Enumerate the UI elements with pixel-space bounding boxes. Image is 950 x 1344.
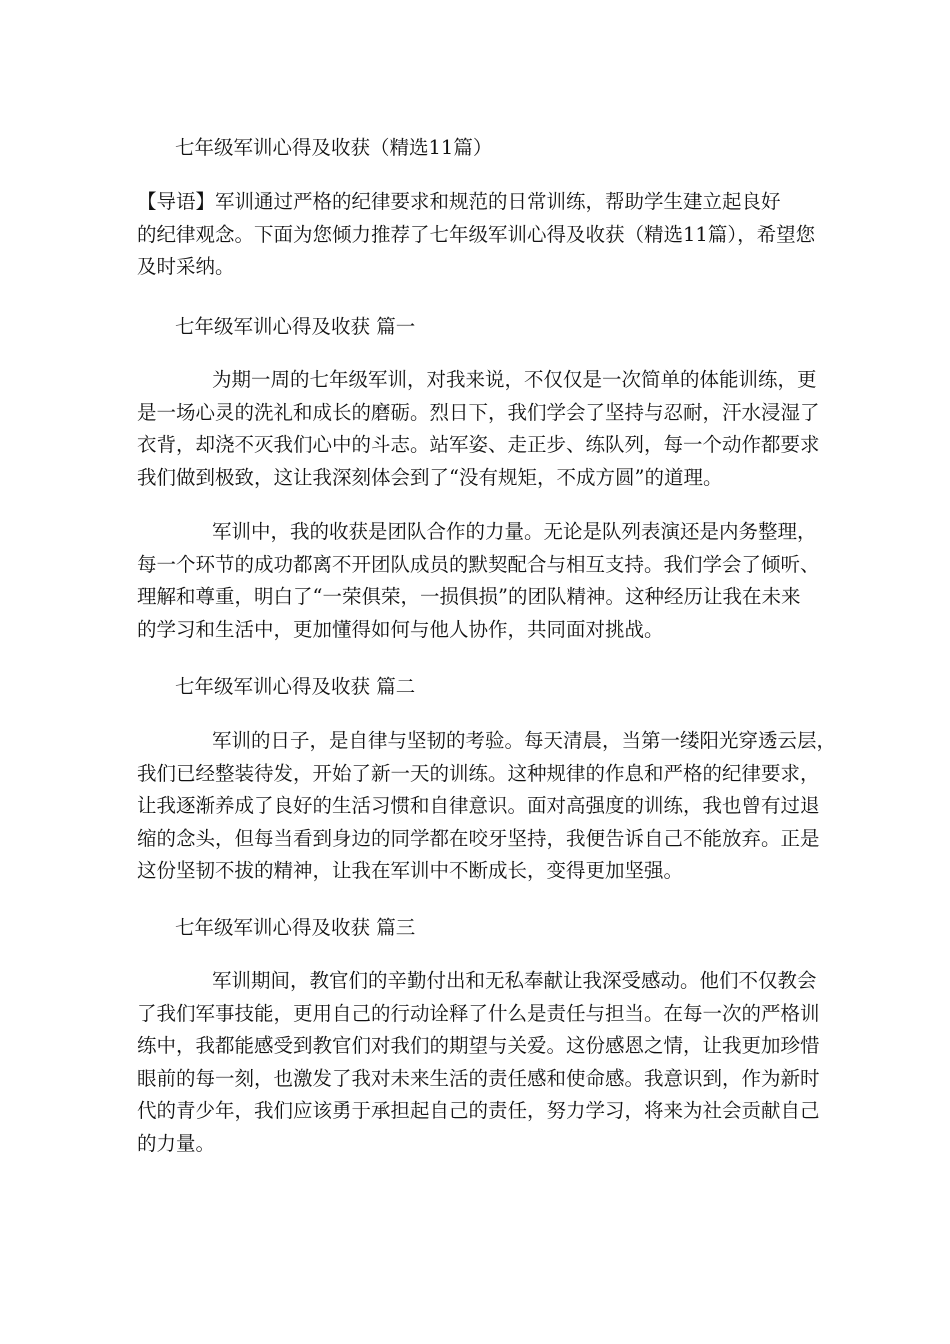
paragraph-line: 衣背，却浇不灭我们心中的斗志。站军姿、走正步、练队列，每一个动作都要求 [137,433,820,456]
paragraph-line: 练中，我都能感受到教官们对我们的期望与关爱。这份感恩之情，让我更加珍惜 [137,1034,820,1057]
paragraph-line: 的学习和生活中，更加懂得如何与他人协作，共同面对挑战。 [137,617,664,641]
paragraph-line: 我们已经整装待发，开始了新一天的训练。这种规律的作息和严格的纪律要求， [137,761,820,785]
paragraph-line: 让我逐渐养成了良好的生活习惯和自律意识。面对高强度的训练，我也曾有过退 [137,794,820,817]
paragraph-line: 缩的念头，但每当看到身边的同学都在咬牙坚持，我便告诉自己不能放弃。正是 [137,826,820,850]
paragraph-line: 理解和尊重，明白了“一荣俱荣，一损俱损”的团队精神。这种经历让我在未来 [137,585,801,608]
paragraph-line: 军训中，我的收获是团队合作的力量。无论是队列表演还是内务整理， [212,520,817,543]
paragraph-line: 这份坚韧不拔的精神，让我在军训中不断成长，变得更加坚强。 [137,859,684,882]
paragraph-line: 眼前的每一刻，也激发了我对未来生活的责任感和使命感。我意识到，作为新时 [137,1066,820,1090]
paragraph-line: 的力量。 [137,1131,216,1155]
paragraph-line: 代的青少年，我们应该勇于承担起自己的责任，努力学习，将来为社会贡献自己 [137,1099,820,1122]
section-heading-3: 七年级军训心得及收获 篇三 [175,916,416,939]
paragraph-line: 军训期间，教官们的辛勤付出和无私奉献让我深受感动。他们不仅教会 [212,969,817,992]
section-2-paragraph-1 [137,725,837,888]
paragraph-line: 我们做到极致，这让我深刻体会到了“没有规矩，不成方圆”的道理。 [137,465,723,489]
section-1-paragraph-1 [137,364,820,494]
paragraph-line: 每一个环节的成功都离不开团队成员的默契配合与相互支持。我们学会了倾听、 [137,552,820,576]
intro-line: 的纪律观念。下面为您倾力推荐了七年级军训心得及收获（精选11篇），希望您 [137,222,816,246]
paragraph-line: 了我们军事技能，更用自己的行动诠释了什么是责任与担当。在每一次的严格训 [137,1001,820,1025]
section-heading-1: 七年级军训心得及收获 篇一 [175,315,416,338]
paragraph-line: 军训的日子，是自律与坚韧的考验。每天清晨，当第一缕阳光穿透云层， [212,729,837,752]
intro-paragraph [137,186,817,284]
paragraph-line: 是一场心灵的洗礼和成长的磨砺。烈日下，我们学会了坚持与忍耐，汗水浸湿了 [137,400,820,424]
document-title: 七年级军训心得及收获（精选11篇） [175,136,493,159]
section-heading-2: 七年级军训心得及收获 篇二 [175,675,416,698]
section-3-paragraph-1 [137,965,820,1160]
paragraph-line: 为期一周的七年级军训，对我来说，不仅仅是一次简单的体能训练，更 [212,368,817,391]
intro-line: 【导语】军训通过严格的纪律要求和规范的日常训练，帮助学生建立起良好 [137,190,781,213]
section-1-paragraph-2 [137,516,820,646]
intro-line: 及时采纳。 [137,255,235,278]
